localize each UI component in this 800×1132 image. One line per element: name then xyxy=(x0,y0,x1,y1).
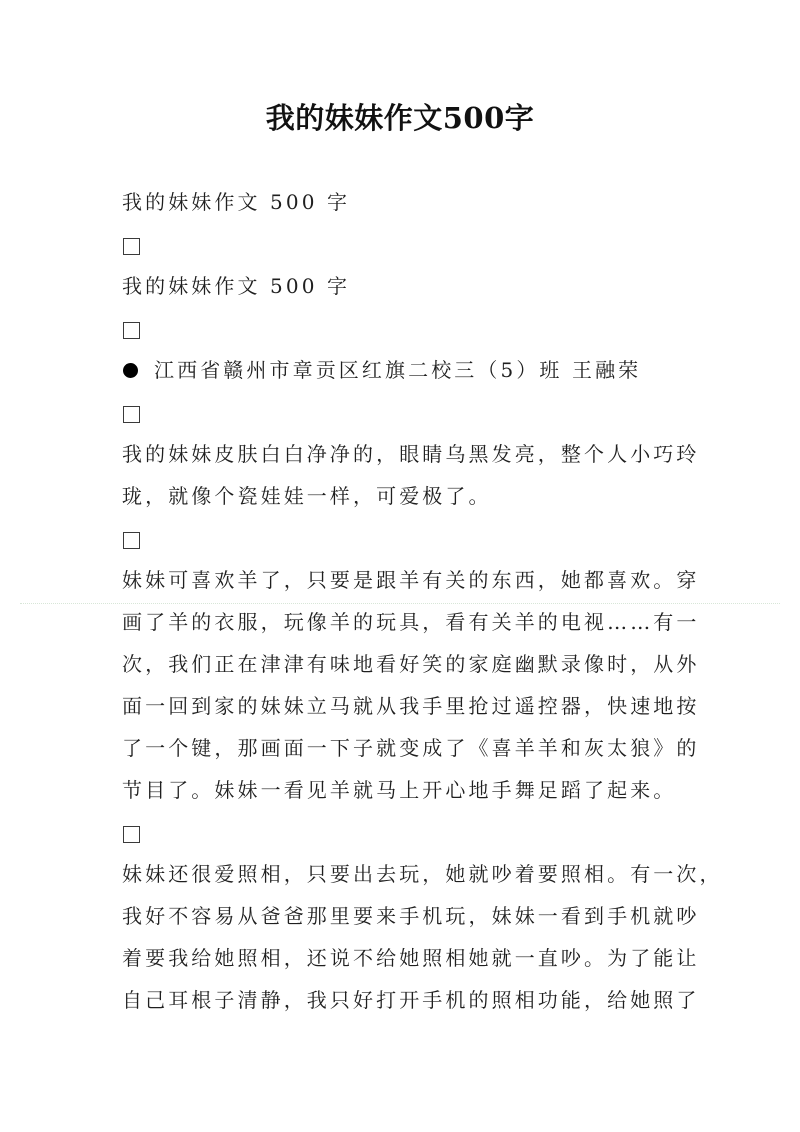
page-divider xyxy=(20,603,780,604)
paragraph-line: 自己耳根子清静，我只好打开手机的照相功能，给她照了 xyxy=(122,988,700,1012)
placeholder-box-icon xyxy=(123,238,140,255)
paragraph-line: 我好不容易从爸爸那里要来手机玩，妹妹一看到手机就吵 xyxy=(122,904,700,928)
placeholder-box-icon xyxy=(123,322,140,339)
paragraph-line: 面一回到家的妹妹立马就从我手里抢过遥控器，快速地按 xyxy=(122,694,700,718)
paragraph-line: 画了羊的衣服，玩像羊的玩具，看有关羊的电视……有一 xyxy=(122,610,700,634)
paragraph-line: 着要我给她照相，还说不给她照相她就一直吵。为了能让 xyxy=(122,946,700,970)
author-text: 江西省赣州市章贡区红旗二校三（5）班 王融荣 xyxy=(154,358,642,382)
paragraph-line: 节目了。妹妹一看见羊就马上开心地手舞足蹈了起来。 xyxy=(122,778,677,802)
paragraph-line: 我的妹妹皮肤白白净净的，眼睛乌黑发亮，整个人小巧玲 xyxy=(122,442,700,466)
placeholder-box-icon xyxy=(123,406,140,423)
subtitle-line: 我的妹妹作文 500 字 xyxy=(122,190,351,214)
paragraph-line: 次，我们正在津津有味地看好笑的家庭幽默录像时，从外 xyxy=(122,652,700,676)
placeholder-box-icon xyxy=(123,532,140,549)
placeholder-box-icon xyxy=(123,826,140,843)
author-bullet-line xyxy=(122,356,682,384)
paragraph-line: 珑，就像个瓷娃娃一样，可爱极了。 xyxy=(122,484,492,508)
bullet-icon xyxy=(123,363,138,378)
paragraph-line: 了一个键，那画面一下子就变成了《喜羊羊和灰太狼》的 xyxy=(122,736,700,760)
paragraph-line: 妹妹还很爱照相，只要出去玩，她就吵着要照相。有一次， xyxy=(122,862,723,886)
page-title: 我的妹妹作文500字 xyxy=(265,101,535,135)
subtitle-line: 我的妹妹作文 500 字 xyxy=(122,274,351,298)
paragraph-line: 妹妹可喜欢羊了，只要是跟羊有关的东西，她都喜欢。穿 xyxy=(122,568,700,592)
